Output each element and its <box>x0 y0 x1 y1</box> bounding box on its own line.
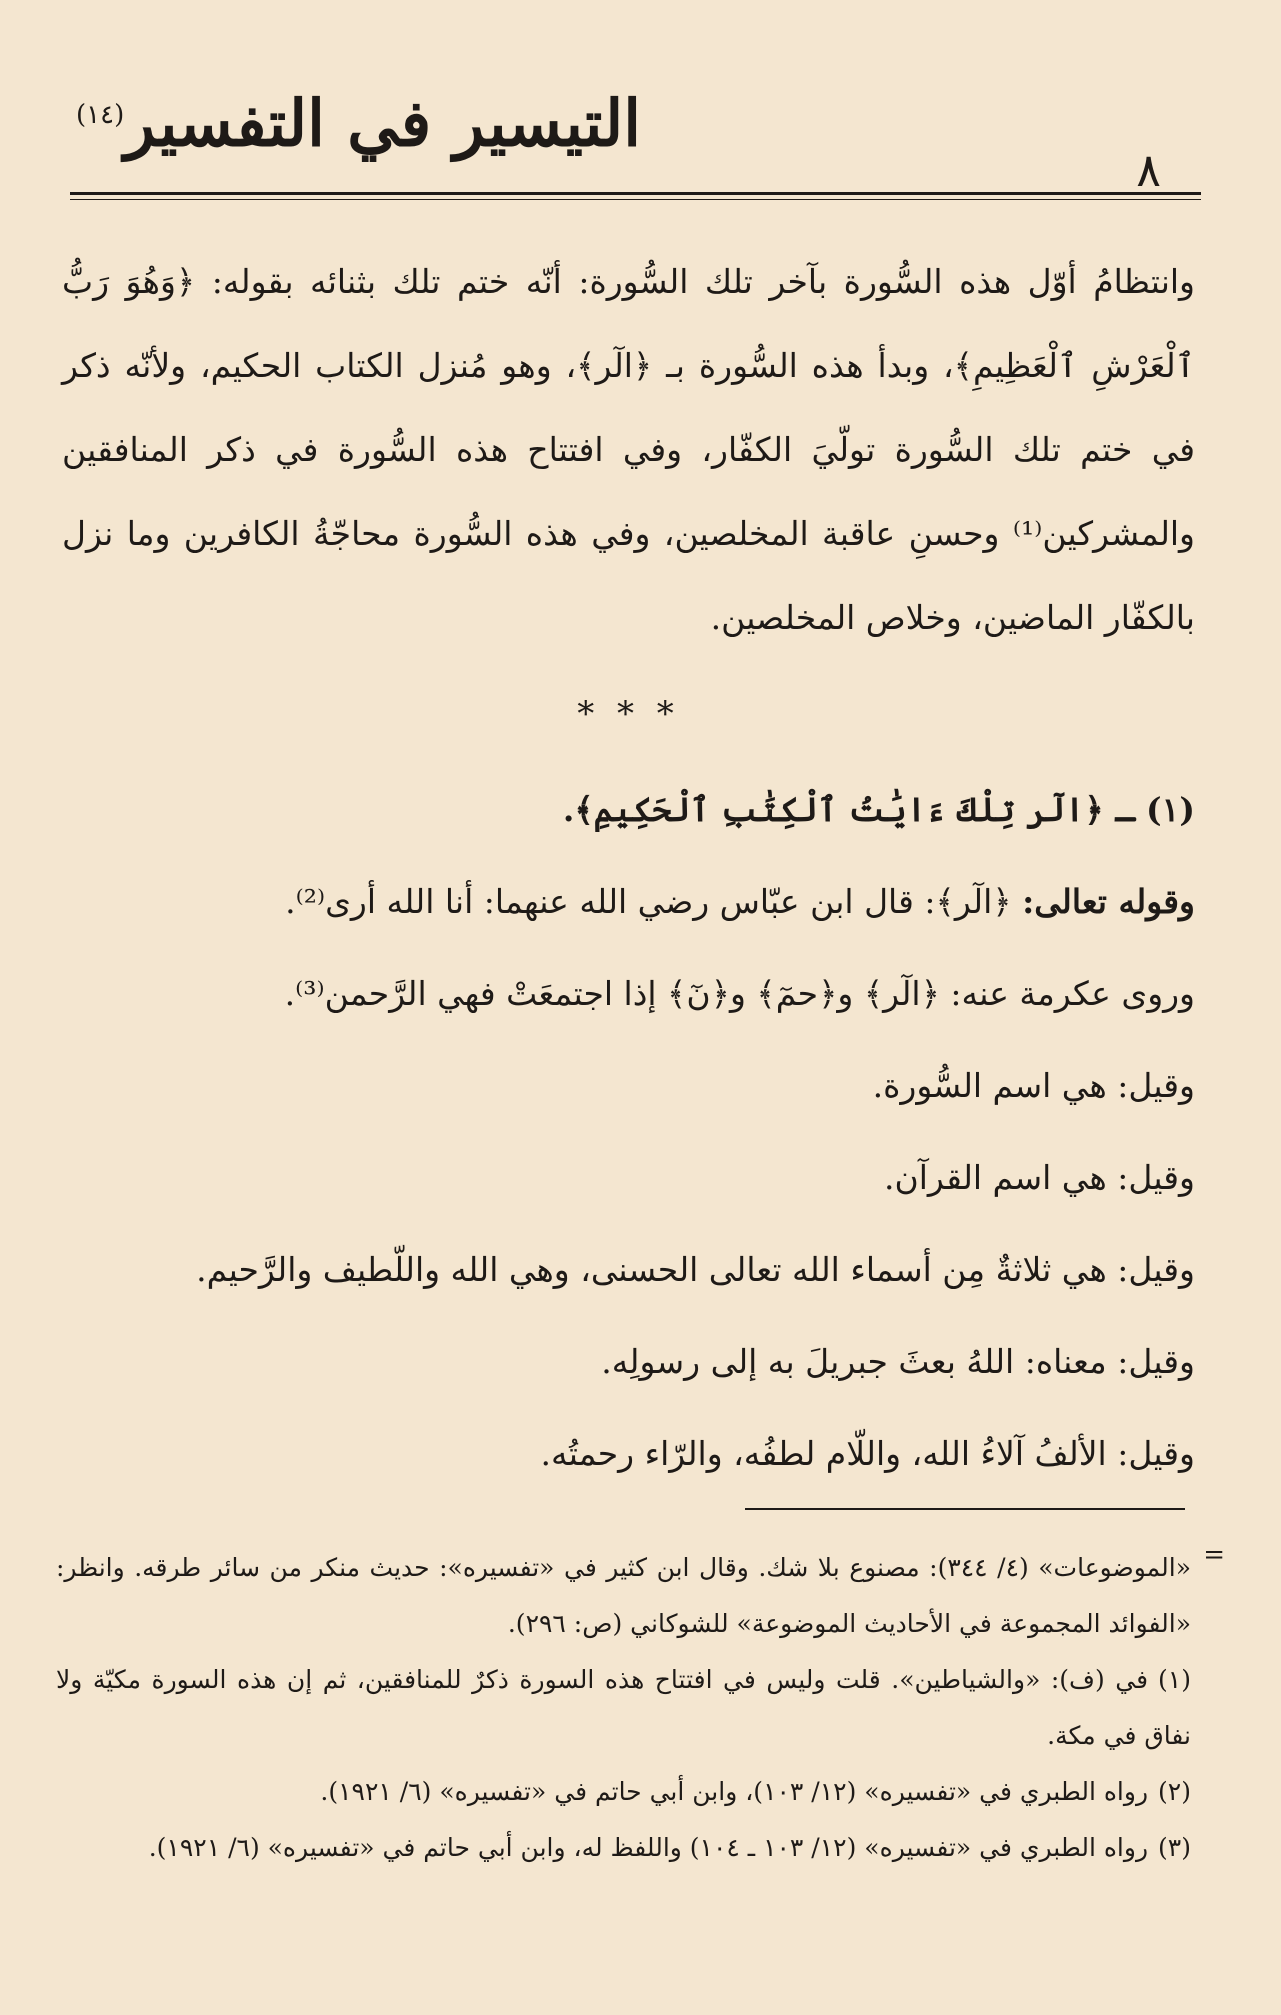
continuation-mark: = <box>1203 1540 1225 1570</box>
commentary-line <box>62 1132 1195 1224</box>
footnote-rule <box>745 1508 1185 1510</box>
page-number: ٨ <box>1136 143 1161 197</box>
line-text: وقيل: هي اسم القرآن. <box>884 1158 1195 1197</box>
footnote-continuation-text: «الموضوعات» (٤/ ٣٤٤): مصنوع بلا شك. وقال ابن كثير في «تفسيره»: حديث منكر من سائر طرقه. وانظر: «الفوائد المجموعة في الأحاديث الموضوعة» للشوكاني (ص: ٢٩٦). <box>56 1553 1191 1638</box>
line-text: ﴿الٓر﴾: قال ابن عبّاس رضي الله عنهما: أنا الله أرى⁽²⁾. <box>285 882 1023 921</box>
running-header <box>70 70 1161 200</box>
intro-paragraph: وانتظامُ أوّل هذه السُّورة بآخر تلك السُّورة: أنّه ختم تلك بثنائه بقوله: ﴿وَهُوَ رَبُّ ٱلْعَرْشِ ٱلْعَظِيمِ﴾، وبدأ هذه السُّورة بـ ﴿الٓر﴾، وهو مُنزل الكتاب الحكيم، ولأنّه ذكر في ختم تلك السُّورة تولّيَ الكفّار، وفي افتتاح هذه السُّورة في ذكر المنافقين والمشركين⁽¹⁾ وحسنِ عاقبة المخلصين، وفي هذه السُّورة محاجّةُ الكافرين وما نزل بالكفّار الماضين، وخلاص المخلصين. <box>62 262 1195 637</box>
footnote-text: في (ف): «والشياطين». قلت وليس في افتتاح هذه السورة ذكرٌ للمنافقين، ثم إن هذه السورة مكيّة ولا نفاق في مكة. <box>56 1665 1191 1750</box>
footnote-continuation <box>56 1540 1225 1652</box>
footnote-1 <box>56 1652 1191 1764</box>
footnote-text: رواه الطبري في «تفسيره» (١٢/ ١٠٣)، وابن أبي حاتم في «تفسيره» (٦/ ١٩٢١). <box>320 1777 1149 1806</box>
main-text <box>62 240 1195 1500</box>
header-rule <box>70 192 1201 200</box>
line-text: وروى عكرمة عنه: ﴿الٓر﴾ و﴿حمٓ﴾ و﴿نٓ﴾ إذا اجتمعَتْ فهي الرَّحمن⁽³⁾. <box>284 974 1195 1013</box>
book-title <box>70 70 641 169</box>
commentary-lines <box>62 856 1195 1500</box>
footnote-text: رواه الطبري في «تفسيره» (١٢/ ١٠٣ ـ ١٠٤) واللفظ له، وابن أبي حاتم في «تفسيره» (٦/ ١٩٢١). <box>148 1833 1149 1862</box>
commentary-line <box>62 856 1195 948</box>
commentary-line <box>62 1316 1195 1408</box>
footnote-mark: (١) <box>1158 1665 1191 1694</box>
volume-mark: (١٤) <box>76 100 125 130</box>
verse-line: (١) ـ ﴿الٓر تِلْكَ ءَايَٰتُ ٱلْكِتَٰبِ ٱلْحَكِيمِ﴾. <box>562 790 1195 829</box>
book-title-text: التيسير في التفسير <box>124 86 642 162</box>
commentary-line <box>62 948 1195 1040</box>
footnote-mark: (٣) <box>1158 1833 1191 1862</box>
commentary-line <box>62 1408 1195 1500</box>
line-text: وقيل: الألفُ آلاءُ الله، واللّام لطفُه، والرّاء رحمتُه. <box>540 1434 1195 1473</box>
line-text: وقيل: معناه: اللهُ بعثَ جبريلَ به إلى رسولِه. <box>601 1342 1195 1381</box>
line-text: وقيل: هي اسم السُّورة. <box>872 1066 1195 1105</box>
footnotes <box>56 1540 1225 1876</box>
line-lead: وقوله تعالى: <box>1022 882 1195 921</box>
footnote-mark: (٢) <box>1158 1777 1191 1806</box>
footnote-2 <box>56 1764 1191 1820</box>
footnote-3 <box>56 1820 1191 1876</box>
commentary-line <box>62 1040 1195 1132</box>
commentary-line <box>62 1224 1195 1316</box>
section-separator: * * * <box>577 694 680 734</box>
line-text: وقيل: هي ثلاثةٌ مِن أسماء الله تعالى الحسنى، وهي الله واللّطيف والرَّحيم. <box>196 1250 1195 1289</box>
